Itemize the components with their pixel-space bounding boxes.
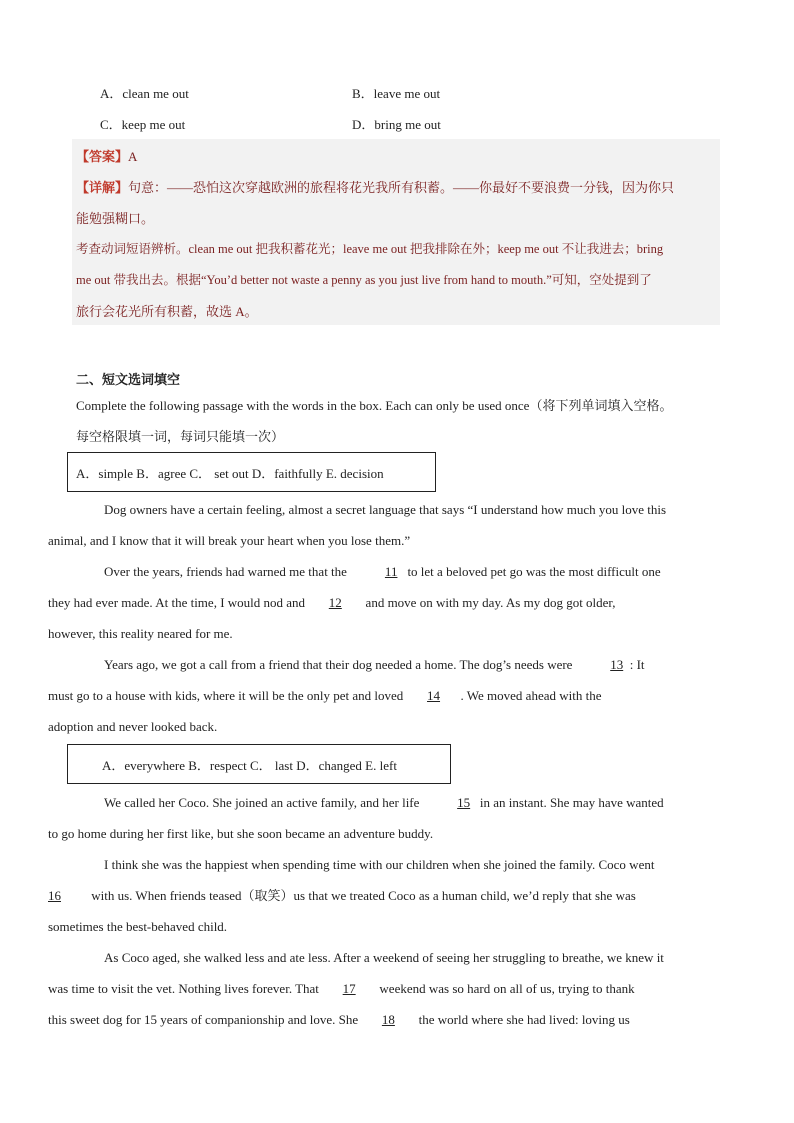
detail-tag: 【详解】 xyxy=(76,180,129,195)
blank-18[interactable]: 18 xyxy=(381,1012,395,1027)
section-title: 二、短文选词填空 xyxy=(76,372,181,387)
passage-text: and move on with my day. As my dog got older, xyxy=(365,595,616,610)
blank-14[interactable]: 14 xyxy=(427,688,441,703)
option-d xyxy=(352,114,441,133)
option-text: keep me out xyxy=(121,117,186,132)
passage-text: they had ever made. At the time, I would nod and xyxy=(48,595,306,610)
passage-part-2 xyxy=(48,787,718,1035)
passage-text: adoption and never looked back. xyxy=(48,719,218,734)
blank-13[interactable]: 13 xyxy=(610,657,624,672)
paragraph-6 xyxy=(48,942,718,1035)
passage-text: was time to visit the vet. Nothing lives forever. That xyxy=(48,981,319,996)
paragraph-1 xyxy=(48,494,718,556)
passage-text: to let a beloved pet go was the most difficult one xyxy=(407,564,661,579)
option-c xyxy=(100,114,185,133)
option-letter: A． xyxy=(100,86,123,101)
passage-text: Dog owners have a certain feeling, almost a secret language that says “I understand how much you love this xyxy=(104,502,667,517)
passage-line xyxy=(48,880,636,911)
instruction-line-2: 每空格限填一词，每词只能填一次） xyxy=(76,429,285,444)
option-letter: B． xyxy=(352,86,374,101)
passage-text: As Coco aged, she walked less and ate less. After a weekend of seeing her struggling to breathe, we knew it xyxy=(104,950,664,965)
blank-15[interactable]: 15 xyxy=(457,795,471,810)
passage-line xyxy=(48,680,601,711)
detail-line-5: 旅行会花光所有积蓄，故选 A。 xyxy=(76,304,258,319)
passage-line xyxy=(48,1004,630,1035)
word-box-2 xyxy=(67,744,451,784)
passage-text: : It xyxy=(629,657,645,672)
passage-text: animal, and I know that it will break your heart when you lose them.” xyxy=(48,533,411,548)
passage-text: the world where she had lived: loving us xyxy=(418,1012,630,1027)
passage-text: to go home during her first like, but she soon became an adventure buddy. xyxy=(48,826,434,841)
option-text: clean me out xyxy=(122,86,189,101)
answer-tag: 【答案】 xyxy=(76,149,129,164)
passage-text: sometimes the best-behaved child. xyxy=(48,919,228,934)
passage-part-1 xyxy=(48,494,718,742)
word-box-1 xyxy=(67,452,436,492)
answer-value: A xyxy=(128,149,138,164)
paragraph-4 xyxy=(48,787,718,849)
answer-panel xyxy=(72,139,720,325)
option-text: leave me out xyxy=(373,86,441,101)
instruction-line-1: Complete the following passage with the words in the box. Each can only be used once（将下列单词填入空格。 xyxy=(76,398,673,413)
passage-text: however, this reality neared for me. xyxy=(48,626,233,641)
paragraph-5 xyxy=(48,849,718,942)
passage-text: weekend was so hard on all of us, trying to thank xyxy=(379,981,635,996)
detail-text: 句意：——恐怕这次穿越欧洲的旅程将花光我所有积蓄。——你最好不要浪费一分钱，因为你只 xyxy=(128,180,675,195)
passage-text: Years ago, we got a call from a friend that their dog needed a home. The dog’s needs were xyxy=(104,657,573,672)
passage-text: this sweet dog for 15 years of companionship and love. She xyxy=(48,1012,359,1027)
passage-text: in an instant. She may have wanted xyxy=(479,795,664,810)
answer-line xyxy=(76,146,137,165)
option-letter: D． xyxy=(352,117,375,132)
paragraph-2 xyxy=(48,556,718,649)
option-b xyxy=(352,83,440,102)
word-box-1-text: A．simple B．agree C． set out D．faithfully E. decision xyxy=(76,465,384,481)
blank-12[interactable]: 12 xyxy=(328,595,342,610)
passage-text: Over the years, friends had warned me that the xyxy=(104,564,347,579)
word-box-2-text: A．everywhere B．respect C． last D．changed E. left xyxy=(102,757,397,773)
passage-text: We called her Coco. She joined an active family, and her life xyxy=(104,795,420,810)
option-text: bring me out xyxy=(374,117,441,132)
passage-text: I think she was the happiest when spending time with our children when she joined the family. Coco went xyxy=(104,857,655,872)
detail-line-1 xyxy=(76,177,674,196)
passage-text: with us. When friends teased（取笑）us that we treated Coco as a human child, we’d reply that she was xyxy=(91,888,636,903)
blank-11[interactable]: 11 xyxy=(384,564,398,579)
blank-16[interactable]: 16 xyxy=(48,888,61,903)
blank-17[interactable]: 17 xyxy=(342,981,356,996)
detail-line-2: 能勉强糊口。 xyxy=(76,211,155,226)
passage-line xyxy=(48,587,616,618)
passage-line xyxy=(48,973,635,1004)
detail-line-4: me out 带我出去。根据“You’d better not waste a penny as you just live from hand to mouth.”可知，空处提到了 xyxy=(76,273,652,287)
option-a xyxy=(100,83,189,102)
passage-text: . We moved ahead with the xyxy=(460,688,602,703)
passage-text: must go to a house with kids, where it will be the only pet and loved xyxy=(48,688,404,703)
option-letter: C． xyxy=(100,117,122,132)
detail-line-3: 考查动词短语辨析。clean me out 把我积蓄花光；leave me out 把我排除在外；keep me out 不让我进去；bring xyxy=(76,242,664,256)
paragraph-3 xyxy=(48,649,718,742)
